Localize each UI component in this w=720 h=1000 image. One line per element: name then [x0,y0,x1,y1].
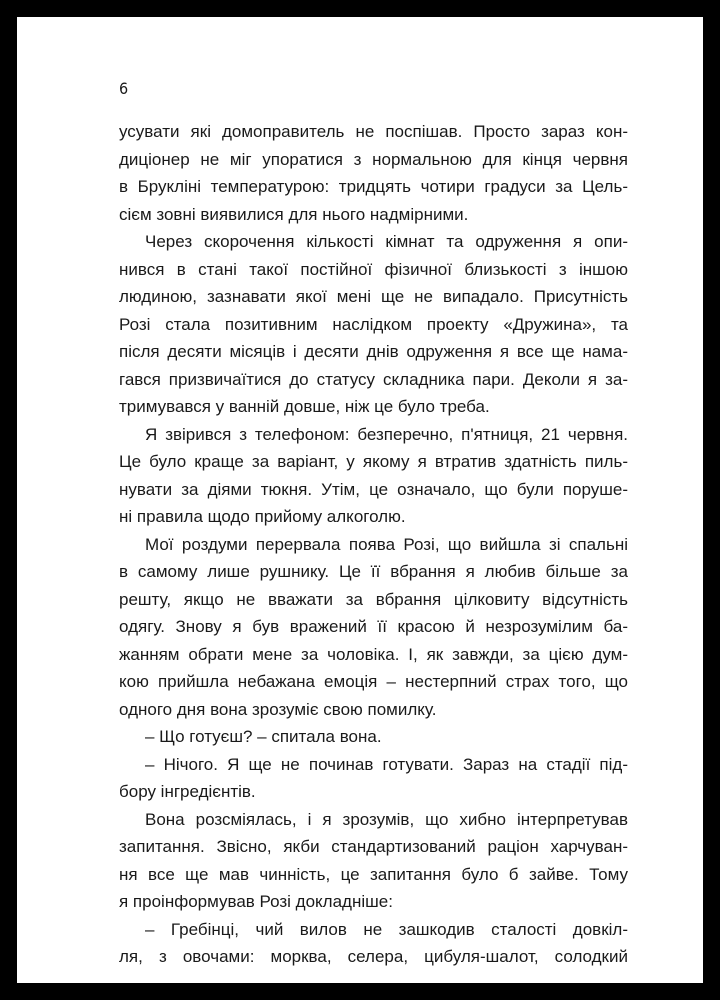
paragraph [119,228,628,421]
text-line: решту, якщо не вважати за вбрання цілковиту відсутність [119,589,628,609]
text-line: після десяти місяців і десяти днів одруження я все ще нама- [119,342,628,361]
paragraph [119,421,628,531]
text-line: я проінформував Розі докладніше: [119,892,393,911]
text-line: бору інгредієнтів. [119,782,256,801]
text-line: – Що готуєш? – спитала вона. [145,727,382,746]
paragraph [119,531,628,724]
text-line: Розі стала позитивним наслідком проекту «Дружина», та [119,314,628,334]
text-line: нувати за діями тюкня. Утім, це означало, що були поруше- [119,479,628,499]
paragraph [119,118,628,228]
text-line: усувати які домоправитель не поспішав. Просто зараз кон- [119,122,628,141]
text-line: Мої роздуми перервала поява Розі, що вийшла зі спальні [145,534,628,554]
paragraph [119,751,628,806]
text-line: Це було краще за варіант, у якому я втратив здатність пиль- [119,452,628,471]
text-line: одягу. Знову я був вражений її красою й незрозумілим ба- [119,617,628,636]
body-text [119,118,628,971]
book-page [17,17,703,983]
text-line: запитання. Звісно, якби стандартизований раціон харчуван- [119,837,628,856]
text-line: сієм зовні виявилися для нього надмірними. [119,204,469,224]
text-line: кою прийшла небажана емоція – нестерпний страх того, що [119,672,628,691]
text-line: гався призвичаїтися до статусу складника пари. Деколи я за- [119,369,628,389]
text-line: Через скорочення кількості кімнат та одруження я опи- [145,232,628,251]
paragraph [119,723,628,751]
text-line: тримувався у ванній довше, ніж це було треба. [119,397,490,416]
text-line: Вона розсміялась, і я зрозумів, що хибно інтерпретував [145,809,628,829]
text-line: людиною, зазнавати якої мені ще не випадало. Присутність [119,287,628,306]
paragraph [119,916,628,971]
text-line: в самому лише рушнику. Це її вбрання я любив більше за [119,562,628,581]
text-line: нився в стані такої постійної фізичної близькості з іншою [119,259,628,279]
text-line: ня все ще мав чинність, це запитання було б зайве. Тому [119,864,628,884]
text-line: ні правила щодо прийому алкоголю. [119,507,406,526]
text-line: ля, з овочами: морква, селера, цибуля-шалот, солодкий [119,947,628,966]
paragraph [119,806,628,916]
text-line: – Гребінці, чий вилов не зашкодив сталості довкіл- [145,919,628,939]
text-line: жанням обрати мене за чоловіка. І, як завжди, за цією дум- [119,644,628,664]
text-line: в Брукліні температурою: тридцять чотири градуси за Цель- [119,177,628,196]
text-line: Я звірився з телефоном: безперечно, п'ятниця, 21 червня. [145,424,628,444]
text-line: одного дня вона зрозуміє свою помилку. [119,699,437,719]
text-line: диціонер не міг упоратися з нормальною для кінця червня [119,149,628,169]
text-line: – Нічого. Я ще не починав готувати. Зараз на стадії під- [145,754,628,774]
page-number: 6 [119,79,129,98]
